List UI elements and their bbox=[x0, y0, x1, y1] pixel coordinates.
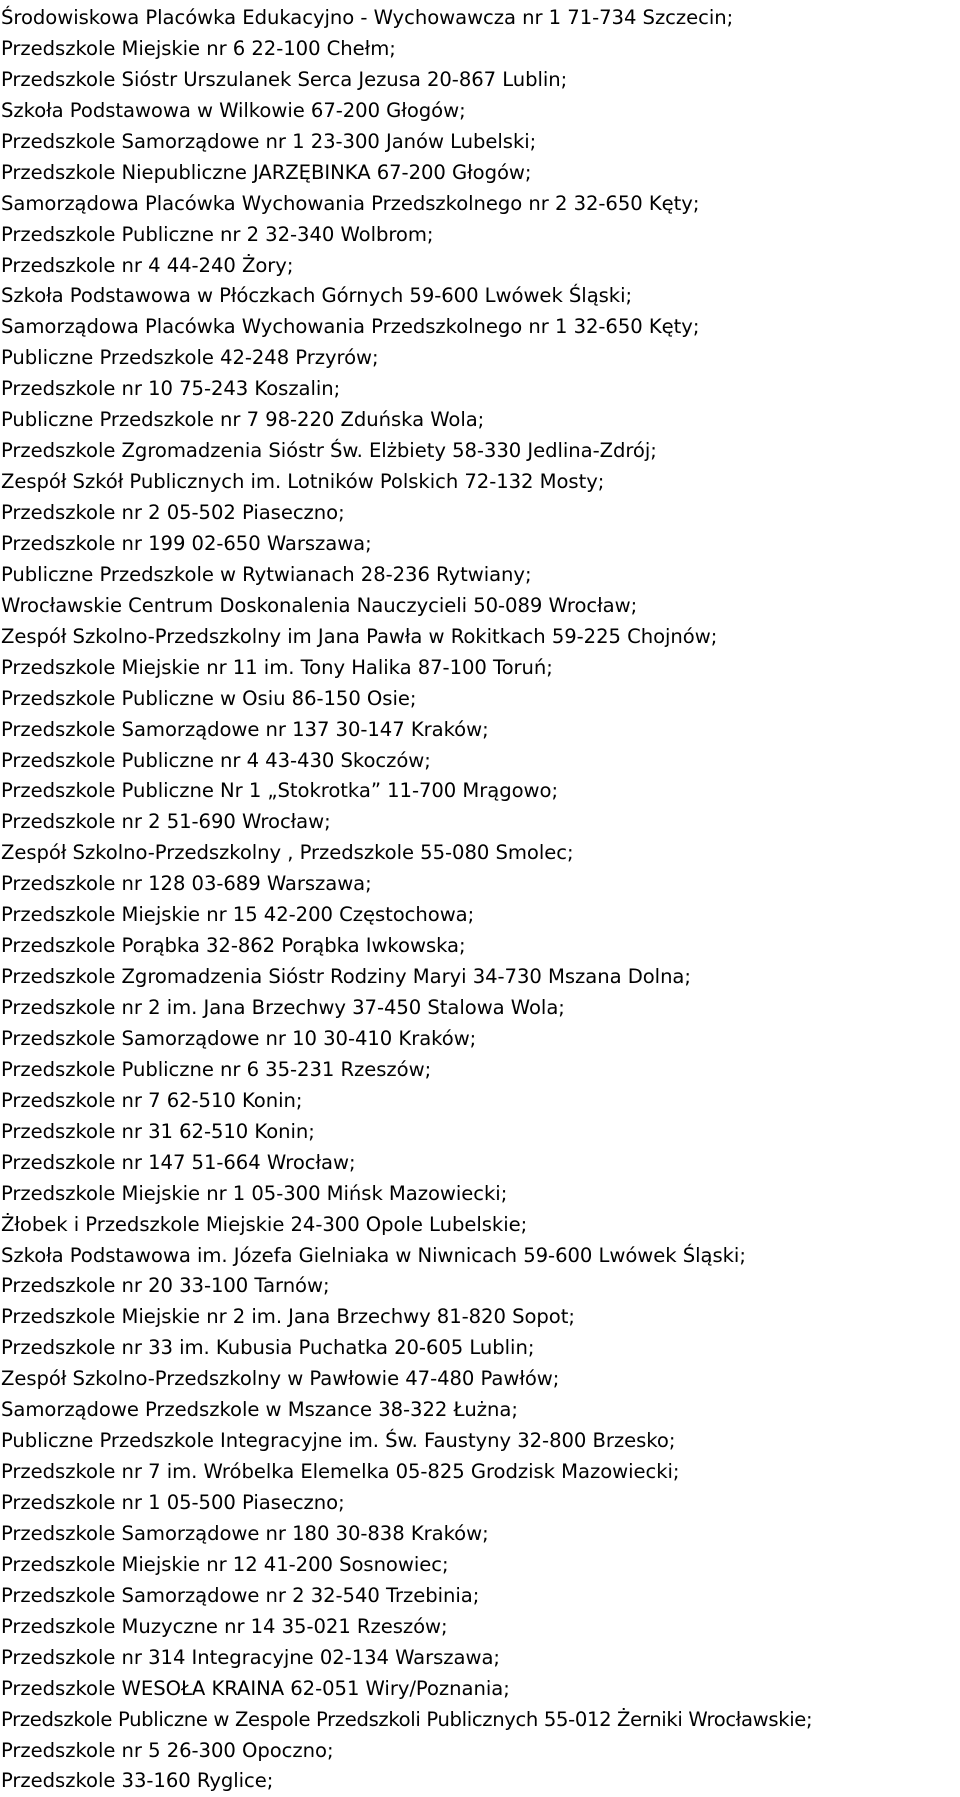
institution-entry: Przedszkole Samorządowe nr 2 32-540 Trzebinia; bbox=[1, 1583, 480, 1607]
institution-entry: Przedszkole nr 314 Integracyjne 02-134 Warszawa; bbox=[1, 1645, 500, 1669]
institution-entry: Przedszkole WESOŁA KRAINA 62-051 Wiry/Poznania; bbox=[1, 1676, 510, 1700]
institution-entry: Przedszkole nr 33 im. Kubusia Puchatka 20-605 Lublin; bbox=[1, 1336, 535, 1360]
institution-entry: Przedszkole Muzyczne nr 14 35-021 Rzeszów; bbox=[1, 1614, 448, 1638]
institution-entry: Samorządowe Przedszkole w Mszance 38-322 Łużna; bbox=[1, 1398, 518, 1422]
institution-entry: Przedszkole nr 199 02-650 Warszawa; bbox=[1, 531, 372, 555]
institution-entry: Przedszkole Publiczne nr 4 43-430 Skoczów; bbox=[1, 748, 431, 772]
institution-entry: Przedszkole Zgromadzenia Sióstr Rodziny Maryi 34-730 Mszana Dolna; bbox=[1, 965, 691, 989]
institution-entry: Przedszkole Miejskie nr 6 22-100 Chełm; bbox=[1, 36, 396, 60]
institution-entry: Przedszkole nr 31 62-510 Konin; bbox=[1, 1119, 315, 1143]
institution-entry: Przedszkole nr 128 03-689 Warszawa; bbox=[1, 872, 372, 896]
institution-entry: Zespół Szkolno-Przedszkolny im Jana Pawła w Rokitkach 59-225 Chojnów; bbox=[1, 624, 718, 648]
institution-entry: Przedszkole Samorządowe nr 1 23-300 Janów Lubelski; bbox=[1, 129, 537, 153]
institution-entry: Przedszkole 33-160 Ryglice; bbox=[1, 1769, 274, 1793]
institution-entry: Publiczne Przedszkole Integracyjne im. Św. Faustyny 32-800 Brzesko; bbox=[1, 1429, 676, 1453]
institution-entry: Przedszkole Samorządowe nr 180 30-838 Kraków; bbox=[1, 1521, 489, 1545]
institution-entry: Wrocławskie Centrum Doskonalenia Nauczycieli 50-089 Wrocław; bbox=[1, 593, 638, 617]
institution-entry: Środowiskowa Placówka Edukacyjno - Wychowawcza nr 1 71-734 Szczecin; bbox=[1, 6, 734, 29]
institution-entry: Zespół Szkolno-Przedszkolny w Pawłowie 47-480 Pawłów; bbox=[1, 1367, 560, 1391]
institution-entry: Przedszkole nr 10 75-243 Koszalin; bbox=[1, 377, 341, 401]
institution-entry: Przedszkole Niepubliczne JARZĘBINKA 67-200 Głogów; bbox=[1, 160, 532, 184]
institution-entry: Zespół Szkół Publicznych im. Lotników Polskich 72-132 Mosty; bbox=[1, 470, 605, 494]
institution-entry: Publiczne Przedszkole nr 7 98-220 Zduńska Wola; bbox=[1, 408, 485, 432]
institution-entry: Przedszkole Publiczne Nr 1 „Stokrotka” 11-700 Mrągowo; bbox=[1, 779, 558, 803]
institution-entry: Szkoła Podstawowa w Płóczkach Górnych 59-600 Lwówek Śląski; bbox=[1, 284, 633, 308]
institution-entry: Publiczne Przedszkole 42-248 Przyrów; bbox=[1, 346, 379, 370]
institution-entry: Szkoła Podstawowa w Wilkowie 67-200 Głogów; bbox=[1, 98, 466, 122]
institution-entry: Przedszkole Publiczne w Osiu 86-150 Osie; bbox=[1, 686, 417, 710]
institution-entry: Żłobek i Przedszkole Miejskie 24-300 Opole Lubelskie; bbox=[1, 1212, 528, 1236]
institution-entry: Publiczne Przedszkole w Rytwianach 28-236 Rytwiany; bbox=[1, 562, 532, 586]
institution-entry: Przedszkole Samorządowe nr 137 30-147 Kraków; bbox=[1, 717, 489, 741]
institution-entry: Przedszkole Miejskie nr 15 42-200 Częstochowa; bbox=[1, 903, 475, 927]
institution-entry: Przedszkole nr 5 26-300 Opoczno; bbox=[1, 1738, 334, 1762]
institution-entry: Przedszkole Porąbka 32-862 Porąbka Iwkowska; bbox=[1, 934, 466, 958]
institution-entry: Przedszkole Samorządowe nr 10 30-410 Kraków; bbox=[1, 1026, 477, 1050]
institution-entry: Przedszkole nr 4 44-240 Żory; bbox=[1, 253, 294, 277]
institution-entry: Przedszkole nr 2 51-690 Wrocław; bbox=[1, 810, 331, 834]
institution-entry: Przedszkole nr 1 05-500 Piaseczno; bbox=[1, 1491, 345, 1514]
institution-entry: Przedszkole nr 7 im. Wróbelka Elemelka 05-825 Grodzisk Mazowiecki; bbox=[1, 1460, 680, 1484]
institution-entry: Przedszkole Miejskie nr 11 im. Tony Halika 87-100 Toruń; bbox=[1, 655, 553, 679]
institution-entry: Przedszkole nr 147 51-664 Wrocław; bbox=[1, 1150, 356, 1174]
institution-entry: Przedszkole Publiczne w Zespole Przedszkoli Publicznych 55-012 Żerniki Wrocławskie; bbox=[1, 1707, 813, 1731]
institution-list bbox=[1, 3, 960, 1797]
institution-entry: Przedszkole Miejskie nr 2 im. Jana Brzechwy 81-820 Sopot; bbox=[1, 1305, 575, 1329]
institution-entry: Samorządowa Placówka Wychowania Przedszkolnego nr 2 32-650 Kęty; bbox=[1, 191, 700, 215]
institution-entry: Przedszkole Miejskie nr 12 41-200 Sosnowiec; bbox=[1, 1552, 449, 1576]
institution-entry: Przedszkole nr 7 62-510 Konin; bbox=[1, 1088, 303, 1112]
institution-entry: Przedszkole nr 2 im. Jana Brzechwy 37-450 Stalowa Wola; bbox=[1, 996, 565, 1019]
institution-entry: Samorządowa Placówka Wychowania Przedszkolnego nr 1 32-650 Kęty; bbox=[1, 315, 700, 339]
institution-entry: Przedszkole Publiczne nr 2 32-340 Wolbrom; bbox=[1, 222, 434, 246]
institution-entry: Przedszkole Sióstr Urszulanek Serca Jezusa 20-867 Lublin; bbox=[1, 67, 568, 91]
institution-entry: Przedszkole Zgromadzenia Sióstr Św. Elżbiety 58-330 Jedlina-Zdrój; bbox=[1, 439, 657, 463]
institution-entry: Szkoła Podstawowa im. Józefa Gielniaka w Niwnicach 59-600 Lwówek Śląski; bbox=[1, 1243, 746, 1267]
institution-entry: Przedszkole Miejskie nr 1 05-300 Mińsk Mazowiecki; bbox=[1, 1181, 508, 1205]
institution-entry: Przedszkole Publiczne nr 6 35-231 Rzeszów; bbox=[1, 1057, 432, 1081]
institution-entry: Zespół Szkolno-Przedszkolny , Przedszkole 55-080 Smolec; bbox=[1, 841, 574, 865]
institution-entry: Przedszkole nr 2 05-502 Piaseczno; bbox=[1, 501, 345, 524]
institution-entry: Przedszkole nr 20 33-100 Tarnów; bbox=[1, 1274, 330, 1298]
